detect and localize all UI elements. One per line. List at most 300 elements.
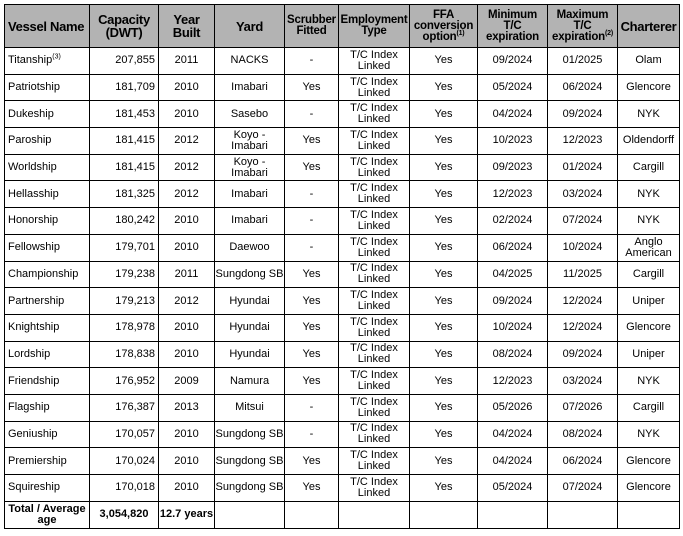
scrubber-cell	[285, 208, 339, 235]
charterer-cell-text: Glencore	[626, 81, 671, 94]
min-tc-cell	[478, 314, 548, 341]
charterer-cell-text: NYK	[637, 214, 660, 227]
capacity-cell	[90, 314, 159, 341]
max-tc-cell-text: 12/2024	[562, 294, 603, 307]
ffa-cell	[410, 74, 478, 101]
header-min-tc-text: Minimum T/C expiration	[486, 8, 539, 43]
scrubber-cell	[285, 394, 339, 421]
employment-cell	[339, 181, 410, 208]
vessel-name-cell-text: Lordship	[8, 347, 51, 360]
max-tc-cell-text: 10/2024	[562, 241, 603, 254]
scrubber-cell	[285, 475, 339, 502]
vessel-name-cell	[5, 208, 90, 235]
vessel-name-cell	[5, 341, 90, 368]
scrubber-cell-text: Yes	[302, 481, 321, 494]
ffa-cell	[410, 48, 478, 75]
header-vessel-name-text: Vessel Name	[8, 18, 85, 34]
vessel-name-cell-text: Worldship	[8, 161, 57, 174]
capacity-cell-text: 207,855	[115, 54, 155, 67]
yard-cell	[215, 154, 285, 181]
year-built-cell	[159, 475, 215, 502]
capacity-cell-text: 180,242	[115, 214, 155, 227]
max-tc-cell	[548, 475, 618, 502]
year-built-cell-text: 2011	[174, 267, 199, 280]
min-tc-cell	[478, 368, 548, 395]
min-tc-cell-text: 09/2024	[492, 294, 533, 307]
total-empty-cell	[478, 501, 548, 528]
max-tc-cell	[548, 48, 618, 75]
charterer-cell	[618, 128, 680, 155]
max-tc-cell-text: 12/2023	[562, 134, 603, 147]
table-row	[5, 448, 680, 475]
scrubber-cell	[285, 448, 339, 475]
header-ffa-text: FFA conversion option	[413, 8, 474, 43]
year-built-cell-text: 2010	[174, 81, 199, 94]
year-built-cell-text: 2010	[174, 214, 199, 227]
table-row	[5, 394, 680, 421]
total-empty-cell	[618, 501, 680, 528]
vessel-name-cell-text: Dukeship	[8, 107, 54, 120]
employment-cell-text: T/C Index Linked	[350, 369, 398, 393]
total-empty-cell	[339, 501, 410, 528]
vessel-name-cell-text: Patriotship	[8, 81, 60, 94]
max-tc-cell	[548, 101, 618, 128]
ffa-cell-text: Yes	[434, 187, 453, 200]
vessel-name-cell-text: Titanship	[8, 54, 53, 67]
yard-cell-text: Hyundai	[229, 321, 270, 334]
table-row	[5, 154, 680, 181]
min-tc-cell	[478, 341, 548, 368]
ffa-cell-text: Yes	[434, 267, 453, 280]
vessel-name-cell-text: Partnership	[8, 294, 65, 307]
charterer-cell-text: NYK	[637, 374, 660, 387]
scrubber-cell-text: -	[309, 401, 314, 414]
employment-cell-text: T/C Index Linked	[350, 48, 398, 72]
charterer-cell-text: Glencore	[626, 321, 671, 334]
capacity-cell-text: 176,952	[115, 374, 155, 387]
vessel-name-cell-text: Hellasship	[8, 187, 59, 200]
ffa-cell-text: Yes	[434, 134, 453, 147]
scrubber-cell	[285, 368, 339, 395]
header-year-built	[159, 5, 215, 48]
header-max-tc-footnote: (2)	[605, 29, 613, 37]
scrubber-cell	[285, 314, 339, 341]
year-built-cell	[159, 234, 215, 261]
max-tc-cell-text: 01/2024	[562, 161, 603, 174]
max-tc-cell-text: 08/2024	[562, 427, 603, 440]
scrubber-cell-text: -	[309, 241, 314, 254]
scrubber-cell	[285, 234, 339, 261]
year-built-cell-text: 2010	[174, 347, 199, 360]
charterer-cell	[618, 475, 680, 502]
scrubber-cell-text: Yes	[302, 81, 321, 94]
yard-cell	[215, 48, 285, 75]
vessel-footnote: (3)	[52, 53, 61, 61]
scrubber-cell	[285, 288, 339, 315]
charterer-cell-text: Olam	[635, 54, 662, 67]
table-row	[5, 234, 680, 261]
max-tc-cell	[548, 261, 618, 288]
capacity-cell	[90, 475, 159, 502]
vessel-name-cell	[5, 48, 90, 75]
employment-cell	[339, 208, 410, 235]
table-row	[5, 368, 680, 395]
capacity-cell	[90, 288, 159, 315]
year-built-cell	[159, 421, 215, 448]
employment-cell	[339, 288, 410, 315]
table-row	[5, 261, 680, 288]
ffa-cell	[410, 208, 478, 235]
max-tc-cell-text: 09/2024	[562, 347, 603, 360]
capacity-cell	[90, 341, 159, 368]
year-built-cell-text: 2009	[174, 374, 199, 387]
max-tc-cell	[548, 421, 618, 448]
vessel-name-cell-text: Squireship	[8, 481, 60, 494]
min-tc-cell	[478, 475, 548, 502]
yard-cell	[215, 101, 285, 128]
scrubber-cell-text: Yes	[302, 347, 321, 360]
yard-cell-text: Imabari	[231, 187, 268, 200]
vessel-name-cell-text: Flagship	[8, 401, 50, 414]
charterer-cell	[618, 394, 680, 421]
capacity-cell-text: 170,024	[115, 454, 155, 467]
header-row	[5, 5, 680, 48]
employment-cell	[339, 261, 410, 288]
header-capacity	[90, 5, 159, 48]
year-built-cell	[159, 261, 215, 288]
capacity-cell	[90, 128, 159, 155]
vessel-name-cell	[5, 154, 90, 181]
employment-cell-text: T/C Index Linked	[350, 75, 398, 99]
ffa-cell	[410, 261, 478, 288]
min-tc-cell	[478, 74, 548, 101]
ffa-cell	[410, 341, 478, 368]
vessel-name-cell-text: Premiership	[8, 454, 67, 467]
vessel-name-cell	[5, 234, 90, 261]
year-built-cell-text: 2010	[174, 107, 199, 120]
header-charterer-text: Charterer	[620, 18, 677, 34]
employment-cell	[339, 448, 410, 475]
header-vessel-name	[5, 5, 90, 48]
min-tc-cell-text: 10/2023	[492, 134, 533, 147]
scrubber-cell-text: -	[309, 187, 314, 200]
charterer-cell	[618, 314, 680, 341]
ffa-cell	[410, 288, 478, 315]
yard-cell-text: Sungdong SB	[215, 427, 284, 440]
employment-cell-text: T/C Index Linked	[350, 422, 398, 446]
max-tc-cell	[548, 234, 618, 261]
max-tc-cell	[548, 314, 618, 341]
min-tc-cell-text: 04/2024	[492, 427, 533, 440]
ffa-cell-text: Yes	[434, 294, 453, 307]
table-row	[5, 314, 680, 341]
header-scrubber-text: Scrubber Fitted	[287, 14, 336, 37]
header-max-tc-text: Maximum T/C expiration	[552, 8, 609, 43]
ffa-cell	[410, 448, 478, 475]
employment-cell	[339, 234, 410, 261]
yard-cell-text: Sasebo	[230, 107, 269, 120]
year-built-cell	[159, 101, 215, 128]
header-scrubber	[285, 5, 339, 48]
capacity-cell	[90, 448, 159, 475]
max-tc-cell	[548, 128, 618, 155]
min-tc-cell	[478, 128, 548, 155]
year-built-cell-text: 2011	[174, 54, 199, 67]
max-tc-cell	[548, 74, 618, 101]
table-row	[5, 74, 680, 101]
max-tc-cell	[548, 448, 618, 475]
capacity-cell	[90, 181, 159, 208]
max-tc-cell	[548, 394, 618, 421]
max-tc-cell-text: 12/2024	[562, 321, 603, 334]
yard-cell	[215, 341, 285, 368]
charterer-cell-text: Anglo American	[625, 235, 672, 259]
capacity-cell	[90, 421, 159, 448]
yard-cell	[215, 234, 285, 261]
max-tc-cell-text: 03/2024	[562, 187, 603, 200]
capacity-cell	[90, 208, 159, 235]
yard-cell	[215, 368, 285, 395]
year-built-cell	[159, 181, 215, 208]
vessel-name-cell	[5, 448, 90, 475]
min-tc-cell-text: 04/2024	[492, 107, 533, 120]
capacity-cell-text: 181,325	[115, 187, 155, 200]
year-built-cell	[159, 208, 215, 235]
ffa-cell-text: Yes	[434, 427, 453, 440]
table-row	[5, 208, 680, 235]
charterer-cell	[618, 341, 680, 368]
min-tc-cell-text: 08/2024	[492, 347, 533, 360]
year-built-cell-text: 2010	[174, 427, 199, 440]
min-tc-cell	[478, 48, 548, 75]
year-built-cell	[159, 128, 215, 155]
charterer-cell	[618, 288, 680, 315]
vessel-name-cell-text: Friendship	[8, 374, 60, 387]
employment-cell	[339, 314, 410, 341]
yard-cell	[215, 475, 285, 502]
year-built-cell-text: 2010	[174, 454, 199, 467]
employment-cell-text: T/C Index Linked	[350, 155, 398, 179]
ffa-cell	[410, 101, 478, 128]
year-built-cell	[159, 394, 215, 421]
employment-cell	[339, 154, 410, 181]
ffa-cell-text: Yes	[434, 454, 453, 467]
min-tc-cell	[478, 288, 548, 315]
employment-cell-text: T/C Index Linked	[350, 449, 398, 473]
yard-cell	[215, 128, 285, 155]
charterer-cell	[618, 234, 680, 261]
yard-cell-text: Mitsui	[235, 401, 264, 414]
year-built-cell-text: 2010	[174, 321, 199, 334]
min-tc-cell	[478, 448, 548, 475]
max-tc-cell-text: 03/2024	[562, 374, 603, 387]
yard-cell-text: Hyundai	[229, 294, 270, 307]
charterer-cell	[618, 74, 680, 101]
min-tc-cell	[478, 421, 548, 448]
min-tc-cell	[478, 181, 548, 208]
employment-cell-text: T/C Index Linked	[350, 102, 398, 126]
vessel-name-cell-text: Paroship	[8, 134, 52, 147]
capacity-cell-text: 181,415	[115, 134, 155, 147]
vessel-name-cell	[5, 368, 90, 395]
ffa-cell	[410, 314, 478, 341]
employment-cell-text: T/C Index Linked	[350, 235, 398, 259]
charterer-cell-text: Cargill	[632, 161, 665, 174]
year-built-cell	[159, 448, 215, 475]
max-tc-cell-text: 09/2024	[562, 107, 603, 120]
yard-cell-text: Imabari	[231, 214, 268, 227]
scrubber-cell	[285, 261, 339, 288]
ffa-cell-text: Yes	[434, 161, 453, 174]
ffa-cell-text: Yes	[434, 214, 453, 227]
capacity-cell	[90, 154, 159, 181]
scrubber-cell	[285, 101, 339, 128]
max-tc-cell-text: 06/2024	[562, 81, 603, 94]
vessel-name-cell-text: Knightship	[8, 321, 60, 334]
capacity-cell-text: 170,057	[115, 427, 155, 440]
average-age: 12.7 years	[159, 501, 215, 528]
employment-cell	[339, 475, 410, 502]
ffa-cell	[410, 368, 478, 395]
capacity-cell-text: 170,018	[115, 481, 155, 494]
employment-cell	[339, 341, 410, 368]
yard-cell-text: Sungdong SB	[215, 454, 284, 467]
year-built-cell-text: 2012	[174, 294, 199, 307]
employment-cell-text: T/C Index Linked	[350, 395, 398, 419]
charterer-cell-text: NYK	[637, 107, 660, 120]
header-yard-text: Yard	[236, 18, 263, 34]
yard-cell	[215, 314, 285, 341]
charterer-cell	[618, 368, 680, 395]
charterer-cell	[618, 421, 680, 448]
max-tc-cell-text: 07/2024	[562, 214, 603, 227]
header-capacity-text: Capacity (DWT)	[98, 12, 150, 40]
yard-cell	[215, 288, 285, 315]
scrubber-cell-text: Yes	[302, 374, 321, 387]
yard-cell-text: Namura	[229, 374, 270, 387]
total-empty-cell	[215, 501, 285, 528]
capacity-cell-text: 178,978	[115, 321, 155, 334]
table-row	[5, 128, 680, 155]
year-built-cell-text: 2010	[174, 241, 199, 254]
header-max-tc	[548, 5, 618, 48]
total-row	[5, 501, 680, 528]
capacity-cell-text: 179,213	[115, 294, 155, 307]
employment-cell	[339, 74, 410, 101]
year-built-cell	[159, 314, 215, 341]
year-built-cell	[159, 368, 215, 395]
yard-cell-text: Hyundai	[229, 347, 270, 360]
yard-cell	[215, 208, 285, 235]
table-row	[5, 288, 680, 315]
employment-cell-text: T/C Index Linked	[350, 262, 398, 286]
charterer-cell-text: NYK	[637, 187, 660, 200]
vessel-name-cell-text: Fellowship	[8, 241, 60, 254]
vessel-name-cell	[5, 101, 90, 128]
ffa-cell	[410, 234, 478, 261]
yard-cell-text: Daewoo	[229, 241, 270, 254]
vessel-name-cell	[5, 128, 90, 155]
employment-cell	[339, 421, 410, 448]
total-empty-cell	[285, 501, 339, 528]
max-tc-cell	[548, 368, 618, 395]
scrubber-cell-text: Yes	[302, 321, 321, 334]
max-tc-cell-text: 11/2025	[563, 267, 602, 280]
charterer-cell	[618, 208, 680, 235]
employment-cell-text: T/C Index Linked	[350, 208, 398, 232]
employment-cell-text: T/C Index Linked	[350, 315, 398, 339]
ffa-cell-text: Yes	[434, 321, 453, 334]
capacity-cell	[90, 394, 159, 421]
ffa-cell-text: Yes	[434, 107, 453, 120]
capacity-cell	[90, 234, 159, 261]
max-tc-cell	[548, 181, 618, 208]
scrubber-cell-text: Yes	[302, 454, 321, 467]
header-min-tc	[478, 5, 548, 48]
min-tc-cell-text: 05/2026	[492, 401, 533, 414]
charterer-cell	[618, 101, 680, 128]
ffa-cell	[410, 128, 478, 155]
yard-cell-text: Koyo - Imabari	[231, 128, 268, 152]
charterer-cell-text: Cargill	[632, 401, 665, 414]
charterer-cell-text: Oldendorff	[622, 134, 675, 147]
yard-cell	[215, 74, 285, 101]
scrubber-cell	[285, 48, 339, 75]
vessel-name-cell-text: Geniuship	[8, 427, 58, 440]
yard-cell	[215, 421, 285, 448]
capacity-cell	[90, 368, 159, 395]
fleet-table-container	[4, 4, 680, 529]
yard-cell	[215, 181, 285, 208]
vessel-name-cell-text: Championship	[8, 267, 79, 280]
ffa-cell	[410, 181, 478, 208]
scrubber-cell	[285, 181, 339, 208]
table-row	[5, 475, 680, 502]
total-empty-cell	[410, 501, 478, 528]
capacity-cell-text: 176,387	[115, 401, 155, 414]
year-built-cell-text: 2013	[174, 401, 199, 414]
ffa-cell-text: Yes	[434, 54, 453, 67]
charterer-cell	[618, 448, 680, 475]
vessel-name-cell	[5, 181, 90, 208]
vessel-name-cell	[5, 314, 90, 341]
ffa-cell-text: Yes	[434, 401, 453, 414]
fleet-table-body	[5, 48, 680, 502]
year-built-cell	[159, 154, 215, 181]
year-built-cell-text: 2012	[174, 187, 199, 200]
scrubber-cell-text: -	[309, 54, 314, 67]
total-empty-cell	[548, 501, 618, 528]
yard-cell-text: Koyo - Imabari	[231, 155, 268, 179]
scrubber-cell	[285, 341, 339, 368]
min-tc-cell	[478, 101, 548, 128]
scrubber-cell	[285, 128, 339, 155]
ffa-cell	[410, 154, 478, 181]
year-built-cell	[159, 341, 215, 368]
employment-cell-text: T/C Index Linked	[350, 128, 398, 152]
ffa-cell	[410, 394, 478, 421]
header-employment-text: Employment Type	[340, 14, 408, 37]
capacity-cell-text: 179,701	[115, 241, 155, 254]
max-tc-cell	[548, 341, 618, 368]
min-tc-cell-text: 02/2024	[492, 214, 533, 227]
ffa-cell-text: Yes	[434, 374, 453, 387]
year-built-cell-text: 2012	[174, 161, 199, 174]
capacity-cell-text: 178,838	[115, 347, 155, 360]
fleet-table	[4, 4, 680, 529]
scrubber-cell-text: Yes	[302, 267, 321, 280]
charterer-cell-text: Glencore	[626, 454, 671, 467]
